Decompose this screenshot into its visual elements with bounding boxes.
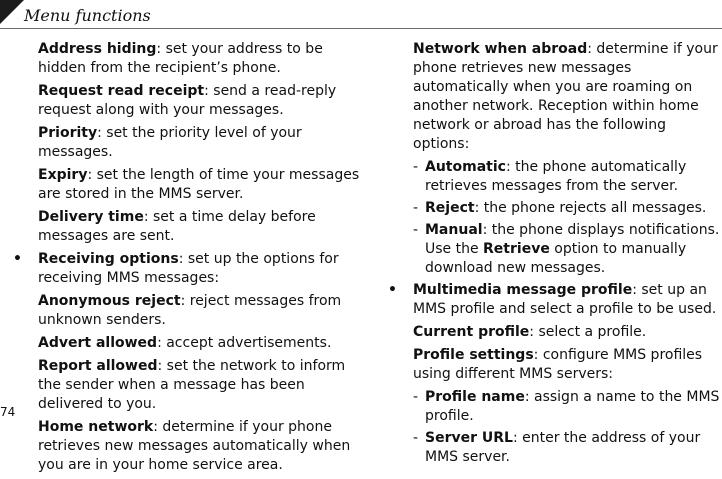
term: Multimedia message profile xyxy=(413,282,633,298)
term: Home network xyxy=(38,419,154,435)
left-column xyxy=(13,40,366,479)
option-manual xyxy=(413,221,722,278)
term: Priority xyxy=(38,125,98,141)
option-server-url xyxy=(413,429,722,467)
entry-advert-allowed xyxy=(38,334,366,353)
term: Receiving options xyxy=(38,251,179,267)
description: : set your address to be hidden from the recipient’s phone. xyxy=(38,41,323,76)
term: Reject xyxy=(425,200,475,216)
description: : set a time delay before messages are sent. xyxy=(38,209,316,244)
dash-icon: - xyxy=(413,222,419,238)
entry-priority xyxy=(38,124,366,162)
entry-home-network xyxy=(38,418,366,475)
bullet-icon: • xyxy=(13,251,22,267)
term: Current profile xyxy=(413,324,530,340)
term: Network when abroad xyxy=(413,41,588,57)
entry-request-read-receipt xyxy=(38,82,366,120)
option-profile-name xyxy=(413,388,722,426)
description: : determine if your phone retrieves new messages automatically when you are in your home service area. xyxy=(38,419,351,473)
term: Automatic xyxy=(425,159,506,175)
description: : determine if your phone retrieves new messages automatically when you are roaming on another network. Reception within home network or abroad has the following options: xyxy=(413,41,718,152)
option-automatic xyxy=(413,158,722,196)
term: Report allowed xyxy=(38,358,158,374)
description: : the phone displays notifications. Use the xyxy=(425,222,720,257)
dash-icon: - xyxy=(413,159,419,175)
entry-current-profile xyxy=(413,323,722,342)
dash-icon: - xyxy=(413,200,419,216)
page-number: 74 xyxy=(0,405,16,419)
description: : set the network to inform the sender when a message has been delivered to you. xyxy=(38,358,346,412)
term: Manual xyxy=(425,222,483,238)
description: : the phone rejects all messages. xyxy=(474,200,707,216)
description: : assign a name to the MMS profile. xyxy=(425,389,720,424)
description: : send a read-reply request along with your messages. xyxy=(38,83,337,118)
term: Expiry xyxy=(38,167,88,183)
term: Delivery time xyxy=(38,209,144,225)
entry-report-allowed xyxy=(38,357,366,414)
description-cont: option to manually download new messages. xyxy=(425,241,687,276)
entry-delivery-time xyxy=(38,208,366,246)
description: : configure MMS profiles using different MMS servers: xyxy=(413,347,703,382)
dash-icon: - xyxy=(413,430,419,446)
bullet-multimedia-message-profile xyxy=(388,281,722,319)
description: : set the length of time your messages are stored in the MMS server. xyxy=(38,167,360,202)
option-reject xyxy=(413,199,722,218)
retrieve-term: Retrieve xyxy=(483,241,550,257)
description: : set up an MMS profile and select a profile to be used. xyxy=(413,282,717,317)
entry-profile-settings xyxy=(413,346,722,384)
entry-network-when-abroad xyxy=(413,40,722,154)
description: : set up the options for receiving MMS messages: xyxy=(38,251,339,286)
corner-tab-marker xyxy=(0,0,24,24)
description: : set the priority level of your messages. xyxy=(38,125,302,160)
dash-icon: - xyxy=(413,389,419,405)
term: Server URL xyxy=(425,430,513,446)
term: Anonymous reject xyxy=(38,293,181,309)
term: Profile name xyxy=(425,389,525,405)
term: Profile settings xyxy=(413,347,534,363)
entry-address-hiding xyxy=(38,40,366,78)
bullet-icon: • xyxy=(388,282,397,298)
term: Advert allowed xyxy=(38,335,158,351)
description: : select a profile. xyxy=(529,324,647,340)
entry-expiry xyxy=(38,166,366,204)
description: : the phone automatically retrieves messages from the server. xyxy=(425,159,687,194)
term: Address hiding xyxy=(38,41,157,57)
entry-anonymous-reject xyxy=(38,292,366,330)
description: : accept advertisements. xyxy=(157,335,332,351)
term: Request read receipt xyxy=(38,83,205,99)
page-header-title: Menu functions xyxy=(24,6,151,25)
bullet-receiving-options xyxy=(13,250,366,288)
description: : enter the address of your MMS server. xyxy=(425,430,701,465)
right-column xyxy=(388,40,722,470)
header-divider xyxy=(0,28,722,29)
description: : reject messages from unknown senders. xyxy=(38,293,342,328)
